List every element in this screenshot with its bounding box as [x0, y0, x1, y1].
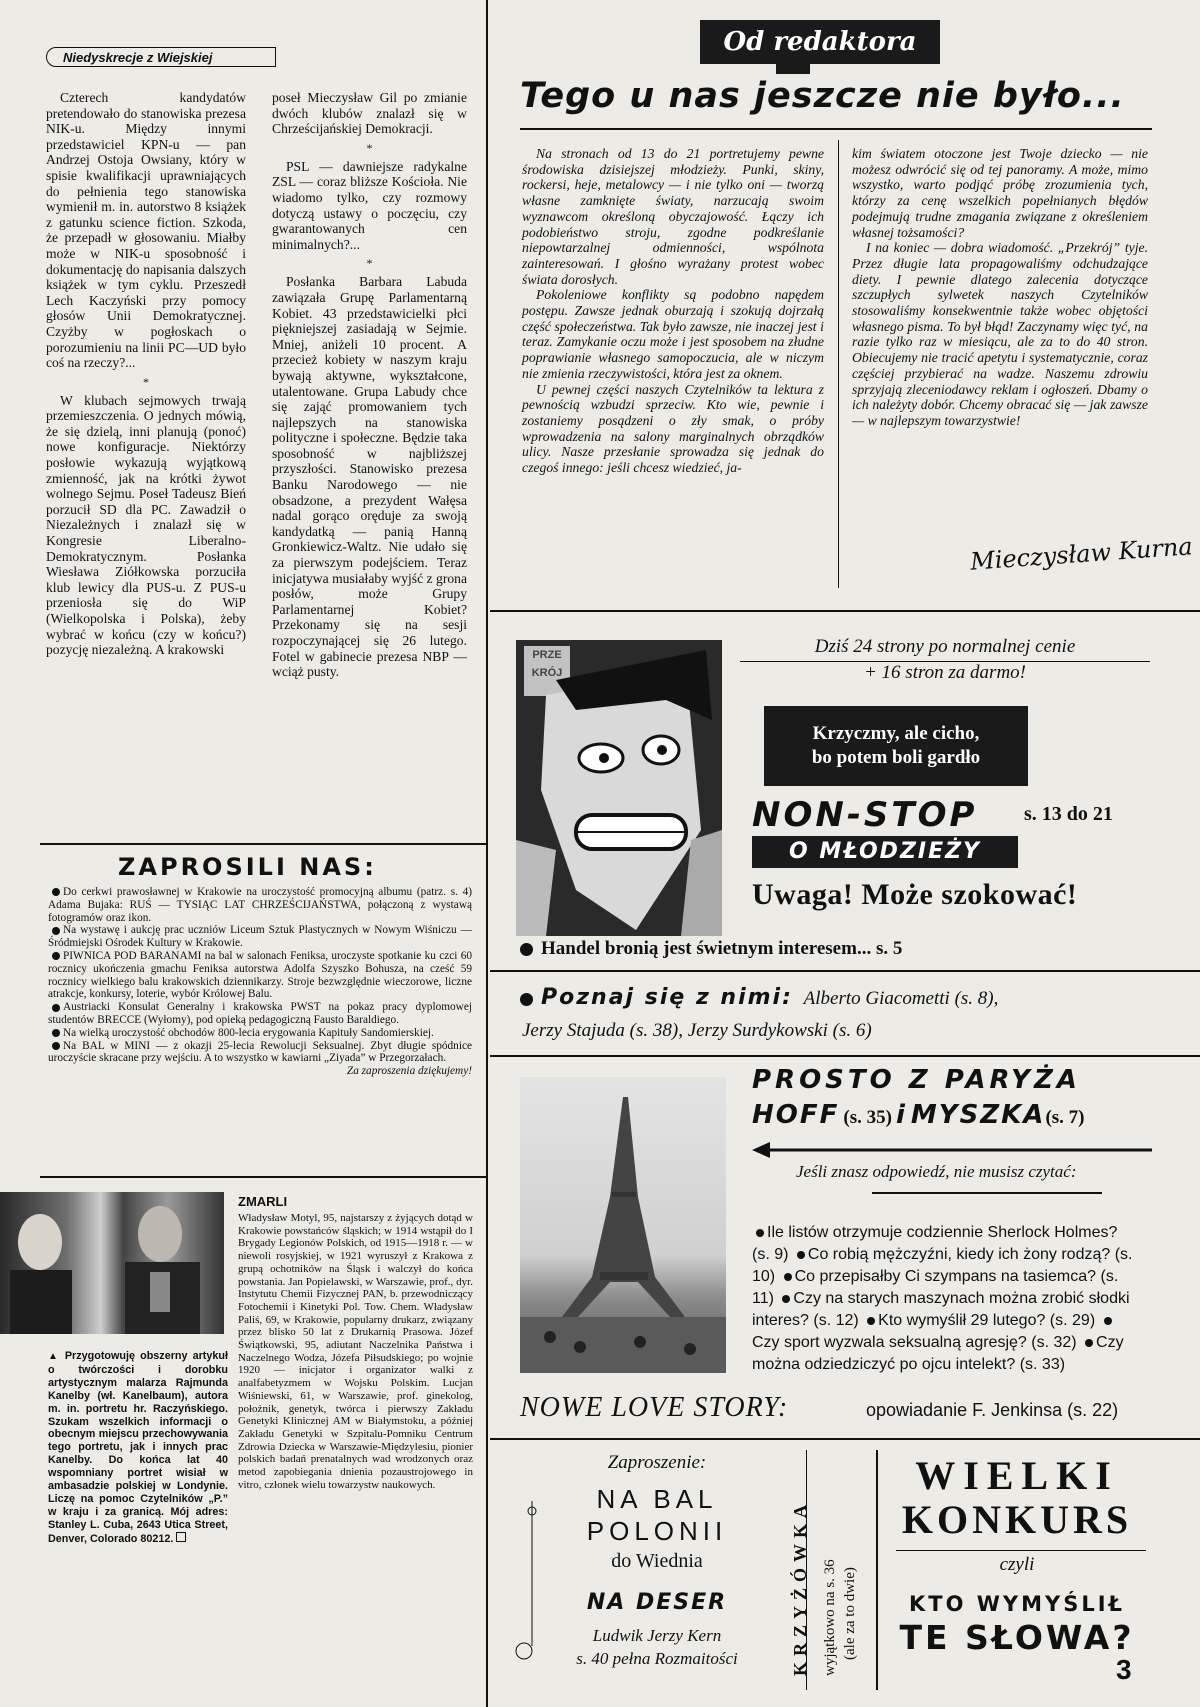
- paragraph: kim światem otoczone jest Twoje dziecko — nie możesz odwrócić się od tej panoramy. A może, mimo wszystko, warto podjąć próbę zrozumienia tych, którzy za cenę wszelkich popełnianych błędów podejmują trudne zmagania związane z określeniem własnej tożsamości?: [852, 146, 1148, 240]
- zmarli-text: Władysław Motyl, 95, najstarszy z żyjących dotąd w Krakowie powstańców śląskich; w 1914 wstąpił do I Brygady Legionów Polskich, od 1915—1918 r. — w niewoli rosyjskiej, w 1921 wyruszył z Krakowa z grupą ochotników na Śląsk i walczył do końca powstania. Jan Popielawski, w Warszawie, prof., dyr. Instytutu Chemii Fizycznej PAN, b. przewodniczący Fotochemii i Kinetyki Pol. Tow. Chem. Władysław Paliś, 69, w Krakowie, popularny drukarz, związany przez blisko 50 lat z Drukarnią Prasowa. Józef Świątkowski, 95, adiutant Naczelnika Państwa i Naczelnego Wodza, Józefa Piłsudskiego; po wojnie 1920 — inicjator i organizator walki z analfabetyzmem w Wojsku Polskim. Lucjan Wiśniewski, 61, w Warszawie, prof. ginekolog, położnik, genetyk, twórca i pierwszy Zakładu Genetyki Klinicznej AM w Białymstoku, a później Zakładu Genetyki w Szpitalu-Pomniku Centrum Zdrowia Dziecka w Warszawie-Międzylesiu, pionier polskich badań prenatalnych wad wrodzonych oraz metod zapobiegania dnienia pozaustrojowego in vitro, członek wielu towarzystw naukowych.: [238, 1212, 473, 1491]
- poznaj-line: Poznaj się z nimi: Alberto Giacometti (s. 8),: [520, 985, 998, 1010]
- editor-signature: Mieczysław Kurna: [969, 532, 1194, 576]
- portrait-figures: [0, 1192, 224, 1334]
- photo-caption: ▲ Przygotowuję obszerny artykuł o twórczości i dorobku artystycznym malarza Rajmunda Kanelby (wł. Kanelbaum), autora m. in. portretu hr. Raczyńskiego. Szukam wszelkich informacji o obecnym miejscu przechowywania tego portretu, jak i innych prac Kanelby. Do końca lat 40 wspomniany portret wisiał w ambasadzie polskiej w Londynie. Liczę na pomoc Czytelników „P.” w kraju i za granicą. Mój adres: Stanley L. Cuba, 2643 Utica Street, Denver, Colorado 80212.: [48, 1350, 228, 1545]
- zaproszenie-label: Zaproszenie:: [607, 1452, 707, 1473]
- handel-line: Handel bronią jest świetnym interesem... s. 5: [520, 938, 902, 960]
- krzyzowka-sub: wyjątkowo na s. 36: [822, 1559, 838, 1676]
- zaprosili-title: ZAPROSILI NAS:: [118, 853, 377, 881]
- page-number: 3: [1116, 1654, 1132, 1685]
- krzyzowka-sub-2: (ale za to dwie): [842, 1567, 858, 1660]
- divider: [896, 1550, 1146, 1551]
- vertical-divider: [486, 0, 488, 1707]
- question: Co robią mężczyźni, kiedy ich żony rodzą? (s. 10): [752, 1246, 1133, 1285]
- divider: [40, 843, 486, 845]
- list-item: Na BAL w MINI — z okazji 25-lecia Rewolucji Seksualnej. Zbyt długie spódnice uroczyście skracane przy wejściu. A to wszystko w kawiarni „Ziyada” w Przegorzałach.: [48, 1039, 472, 1065]
- paragraph: Posłanka Barbara Labuda zawiązała Grupę Parlamentarną Kobiet. 43 przedstawicielki płci piękniejszej zasiadają w Sejmie. Mniej, aniżeli 10 procent. A przecież kobiety w naszym kraju bywają aktywne, wykształcone, utalentowane. Grupa Labudy chce się zająć promowaniem tych najlepszych na stanowiska polityczne i społeczne. Będzie taka sposobność w najbliższej przyszłości. Stanowisko prezesa Banku Narodowego — nie obsadzone, a prezydent Wałęsa nadal gorąco oręduje za swoją kandydatką — panią Hanną Gronkiewicz-Waltz. Nie udało się za pierwszym podejściem. Teraz inicjatywa musiałaby wyjść z grona posłów, może Grupy Parlamentarnej Kobiet? Przekonamy się na sesji rozpoczynającej się 26 lutego. Fotel w gabinecie prezesa NBP — wciąż pusty.: [272, 274, 467, 680]
- question: Czy na starych maszynach można zrobić słodki interes? (s. 12): [752, 1290, 1130, 1329]
- editorial-label: Od redaktora: [700, 20, 940, 64]
- divider: [872, 1192, 1102, 1194]
- divider: [838, 140, 839, 588]
- paragraph: I na koniec — dobra wiadomość. „Przekrój” tyje. Przez długie lata propagowaliśmy odchudzające diety. I pewnie dlatego zalecenia dotyczące szczupłych sylwetek naszych Czytelników stosowaliśmy konsekwentnie także wobec objętości własnego pisma. To był błąd! Zaczynamy więc tyć, na razie tylko raz w miesiącu, ale za to do 40 stron. Obiecujemy nie tracić apetytu i systematycznie, coraz częściej przybierać na wadze. Naszemu zdrowiu sprzyjają zleceniodawcy reklam i ogłoszeń. Dbamy o ich należyty dobór. Chcemy obracać się — jak zawsze — w najlepszym towarzystwie!: [852, 240, 1148, 428]
- left-column-1: [46, 90, 246, 658]
- nonstop-pages: s. 13 do 21: [1024, 803, 1113, 825]
- list-item: PIWNICA POD BARANAMI na bal w salonach Feniksa, uroczyste spotkanie ku czci 60 rocznicy ukończenia gmachu Feniksa autorstwa Adolfa Szyszko Bohusza, na cześć 59 rocznicy wielkiego balu krakowskich dziennikarzy. Stroje bezwzględnie wieczorowe, liczne atrakcje, konkursy, loterie, wybór Królowej Balu.: [48, 949, 472, 1001]
- polonii-title: POLONII: [586, 1516, 728, 1546]
- paragraph: poseł Mieczysław Gil po zmianie dwóch klubów znalazł się w Chrześcijańskiej Demokracji.: [272, 90, 467, 137]
- paragraph: W klubach sejmowych trwają przemieszczenia. O jednych mówią, że się dzielą, inni planują (ponoć) nowe konfiguracje. Niektórzy posłowie wykazują wyjątkową zmienność, jak na krótki żywot wolnego Sejmu. Poseł Tadeusz Bień porzucił SD dla PC. Zawadził o Niezależnych i znalazł się w Kongresie Liberalno-Demokratycznym. Posłanka Wiesława Ziółkowska porzuciła klub lewicy dla PUS-u. Z PUS-u przeniosła się do WiP (Wielkopolska i Polska), żeby wybrać w końcu (czy w końcu?) pozycję niezależną. A krakowski: [46, 392, 246, 658]
- poznaj-names-2: Jerzy Stajuda (s. 38), Jerzy Surdykowski (s. 6): [522, 1020, 872, 1041]
- question: Czy sport wyzwala seksualną agresję? (s. 32): [752, 1334, 1077, 1351]
- list-item: Austriacki Konsulat Generalny i krakowska PWST na pokaz pracy dyplomowej studentów BRECCE (Wyłomy), pod opieką pedagogiczną Fausto Baraldiego.: [48, 1001, 472, 1026]
- kern-line: Ludwik Jerzy Kern: [592, 1626, 722, 1645]
- eiffel-photo: [520, 1077, 726, 1373]
- question: Czy można odziedziczyć po ojcu intelekt? (s. 33): [752, 1334, 1124, 1373]
- mlodziezy-banner: O MŁODZIEŻY: [752, 836, 1018, 868]
- paragraph: Na stronach od 13 do 21 portretujemy pewne środowiska dzisiejszej młodzieży. Punki, skiny, rockersi, heje, metalowcy — i nie tylko oni — tworzą własne zamknięte światy, narzucają swoim wyznawcom określoną obyczajowość. Łączy ich podobieństwo stroju, zgodne podkreślanie niepowtarzalnej odmienności, wspólnota zainteresowań. I głośno wyrażany protest wobec świata dorosłych.: [522, 146, 824, 287]
- love-story-title: NOWE LOVE STORY:: [520, 1392, 789, 1423]
- portrait-photo: [0, 1192, 224, 1334]
- left-column-2: [272, 90, 467, 680]
- nonstop-title: NON-STOP: [752, 795, 978, 835]
- prosto-title: PROSTO Z PARYŻA: [752, 1065, 1081, 1095]
- przekroj-cover: [516, 640, 722, 936]
- krzyzowka-vertical: KRZYŻÓWKA: [790, 1498, 810, 1676]
- konkurs-title: KONKURS: [901, 1497, 1133, 1542]
- krzyczmy-box: [764, 706, 1028, 786]
- thanks-line: Za zaproszenia dziękujemy!: [346, 1065, 472, 1078]
- separator-star: *: [366, 140, 373, 155]
- column-tag: Niedyskrecje z Wiejskiej: [46, 47, 276, 67]
- questions-block: [752, 1222, 1134, 1376]
- bal-box: [512, 1446, 802, 1686]
- editorial-headline: Tego u nas jeszcze nie było...: [520, 76, 1125, 116]
- divider: [520, 128, 1152, 130]
- cover-illustration: [516, 640, 722, 936]
- separator-star: *: [143, 374, 149, 389]
- question: Kto wymyślił 29 lutego? (s. 29): [878, 1312, 1096, 1329]
- list-item: Na wielką uroczystość obchodów 800-lecia erygowania Kapituły Sandomierskiej.: [48, 1027, 472, 1040]
- cover-logo: PRZE KRÓJ: [531, 649, 563, 679]
- krzyczmy-line-1: Krzyczmy, ale cicho,: [812, 723, 980, 744]
- love-story-sub: opowiadanie F. Jenkinsa (s. 22): [866, 1400, 1119, 1420]
- list-item: Do cerkwi prawosławnej w Krakowie na uroczystość promocyjną albumu (patrz. s. 4) Adama Bujaka: RUŚ — TYSIĄC LAT CHRZEŚCIJAŃSTWA, połączoną z wystawą fotogramów oraz ikon.: [48, 886, 472, 924]
- editorial-column-2: [852, 146, 1148, 429]
- eiffel-tower-illustration: [520, 1077, 726, 1373]
- zmarli-title: ZMARLI: [238, 1194, 288, 1209]
- teslowa-line: TE SŁOWA?: [899, 1618, 1135, 1657]
- paragraph: Czterech kandydatów pretendowało do stanowiska prezesa NIK-u. Między innymi przedstawiciel KPN-u — pan Andrzej Ostoja Owsiany, który w spisie kwalifikacji uprawniających do pełnienia tego stanowiska wymienił m. in. autorstwo 8 książek z gatunku science fiction. Szkoda, że przepadł w głosowaniu. Miałby może w NIK-u sposobność i dokumentację do napisania dalszych książek w tym cyklu. Przeszedł Lech Kaczyński przy pomocy głosów Unii Demokratycznej. Czyżby w pogłoskach o porozumieniu na linii PC—UD było coś na rzeczy?...: [46, 90, 246, 371]
- divider: [490, 1055, 1200, 1057]
- paragraph: U pewnej części naszych Czytelników ta lektura z pewnością wzbudzi sprzeciw. Kto wie, pewnie i zostaniemy posądzeni o zły smak, o próby wprowadzenia na salony marginalnych obrządków ulicy. Nasze przesłanie sprowadza się jednak do czegoś innego: jeśli chcesz wiedzieć, ja-: [522, 381, 824, 476]
- zaprosili-list: [48, 886, 472, 1078]
- list-item: Na wystawę i aukcję prac uczniów Liceum Sztuk Plastycznych w Nowym Wiśniczu — Śródmiejski Ośrodek Kultury w Krakowie.: [48, 924, 472, 950]
- dzis-line-2: + 16 stron za darmo!: [863, 662, 1027, 683]
- paragraph: PSL — dawniejsze radykalne ZSL — coraz bliższe Kościoła. Nie wiadomo tylko, czy rozmowy dotyczą ustawy o poczęciu, czy gwarantowanych cen minimalnych?...: [272, 158, 467, 252]
- dzis-line-1: Dziś 24 strony po normalnej cenie: [740, 636, 1150, 662]
- krzyczmy-line-2: bo potem boli gardło: [811, 747, 981, 768]
- divider: [40, 1176, 486, 1178]
- kern-line-2: s. 40 pełna Rozmaitości: [576, 1649, 738, 1668]
- editorial-column-1: [522, 146, 824, 476]
- arrow-icon: [752, 1140, 1152, 1160]
- uwaga-line: Uwaga! Może szokować!: [752, 878, 1078, 911]
- jesli-line: Jeśli znasz odpowiedź, nie musisz czytać:: [796, 1162, 1077, 1181]
- bullet-icon: [520, 993, 533, 1006]
- question: Co przepisałby Ci szympans na tasiemca? (s. 11): [752, 1268, 1119, 1307]
- divider: [876, 1450, 878, 1690]
- nadeser-title: NA DESER: [586, 1590, 728, 1615]
- czyli-line: czyli: [999, 1554, 1035, 1575]
- divider: [490, 610, 1200, 612]
- question: Ile listów otrzymuje codziennie Sherlock Holmes? (s. 9): [752, 1224, 1118, 1263]
- paragraph: Pokoleniowe konflikty są podobno napędem postępu. Zawsze jednak oburzają i szokują dojrzałą część społeczeństwa. Tak było zawsze, nie inaczej jest i teraz. Zamykanie oczu może i jest sposobem na złudne poprawianie własnego samopoczucia, ale w niczym nie zmienia rzeczywistości, która jest za oknem.: [522, 287, 824, 381]
- checkbox-icon: [176, 1532, 186, 1542]
- wielki-title: WIELKI: [915, 1453, 1119, 1498]
- nabal-title: NA BAL: [596, 1484, 718, 1514]
- editorial-label-tab: [776, 64, 810, 74]
- divider: [490, 1438, 1200, 1440]
- kto-line: KTO WYMYŚLIŁ: [908, 1592, 1126, 1616]
- dowiednia-line: do Wiednia: [611, 1550, 703, 1572]
- hoff-myszka-line: HOFF (s. 35) i MYSZKA(s. 7): [752, 1100, 1085, 1130]
- divider: [490, 970, 1200, 972]
- separator-star: *: [366, 256, 373, 271]
- bullet-icon: [520, 943, 533, 956]
